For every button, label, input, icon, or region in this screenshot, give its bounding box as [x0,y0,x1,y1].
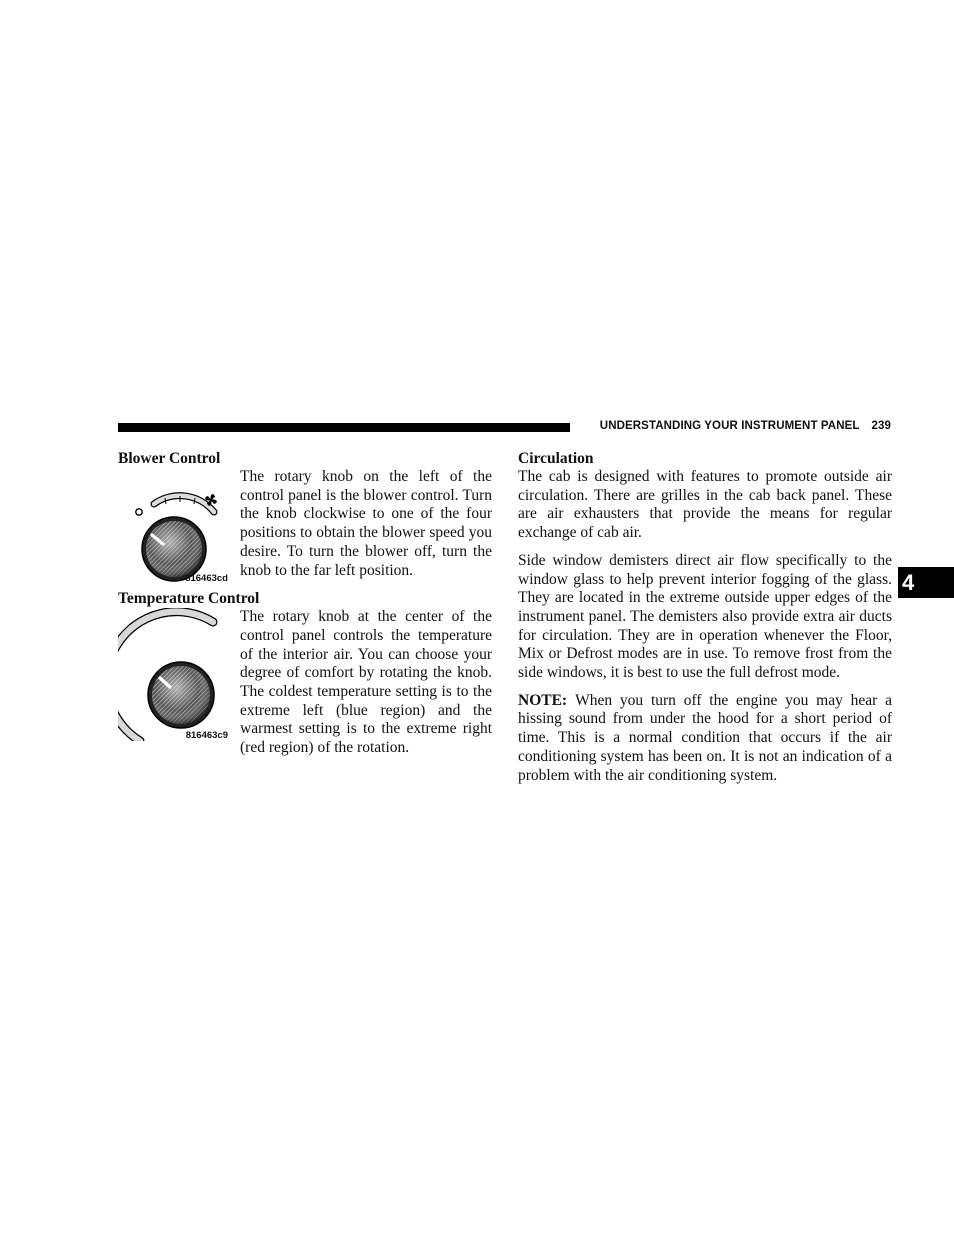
temperature-knob-illustration [118,608,234,741]
blower-figure-label: 816463cd [185,573,228,584]
note-label: NOTE: [518,691,568,709]
chapter-tab: 4 [898,567,954,598]
temperature-control-heading: Temperature Control [118,590,260,608]
running-header [579,420,891,432]
blower-control-text: The rotary knob on the left of the control panel is the blower control. Turn the knob clockwise to one of the four positions to obtain the blower speed you desire. To turn the blower off, turn the knob to the far left position. [240,468,492,579]
page-number: 239 [871,420,891,432]
temperature-control-text: The rotary knob at the center of the control panel controls the temperature of the interior air. You can choose your degree of comfort by rotating the knob. The coldest temperature setting is to the extreme left (blue region) and the warmest setting is to the extreme right (red region) of the rotation. [240,608,492,757]
circulation-paragraph-1: The cab is designed with features to promote outside air circulation. There are grilles in the cab back panel. These are air exhausters that provide the means for regular exchange of cab air. [518,468,892,542]
note-text: When you turn off the engine you may hear a hissing sound from under the hood for a short period of time. This is a normal condition that occurs if the air conditioning system has been on. It is not an indication of a problem with the air conditioning system. [518,691,892,784]
note-paragraph [518,692,892,786]
circulation-paragraph-2: Side window demisters direct air flow specifically to the window glass to help prevent interior fogging of the glass. They are located in the extreme outside upper edges of the instrument panel. The demisters also provide extra air ducts for circulation. They are in operation whenever the Floor, Mix or Defrost modes are in use. To remove frost from the side windows, it is best to use the full defrost mode. [518,551,892,682]
temperature-figure-label: 816463c9 [185,730,228,742]
circulation-heading: Circulation [518,450,594,467]
blower-knob-illustration [118,468,234,584]
temperature-knob-figure [118,608,234,741]
blower-control-heading: Blower Control [118,450,221,467]
header-rule [118,423,570,432]
header-title: UNDERSTANDING YOUR INSTRUMENT PANEL [599,420,860,432]
right-column [518,449,892,785]
left-column [118,449,492,758]
blower-knob-figure [118,468,234,584]
